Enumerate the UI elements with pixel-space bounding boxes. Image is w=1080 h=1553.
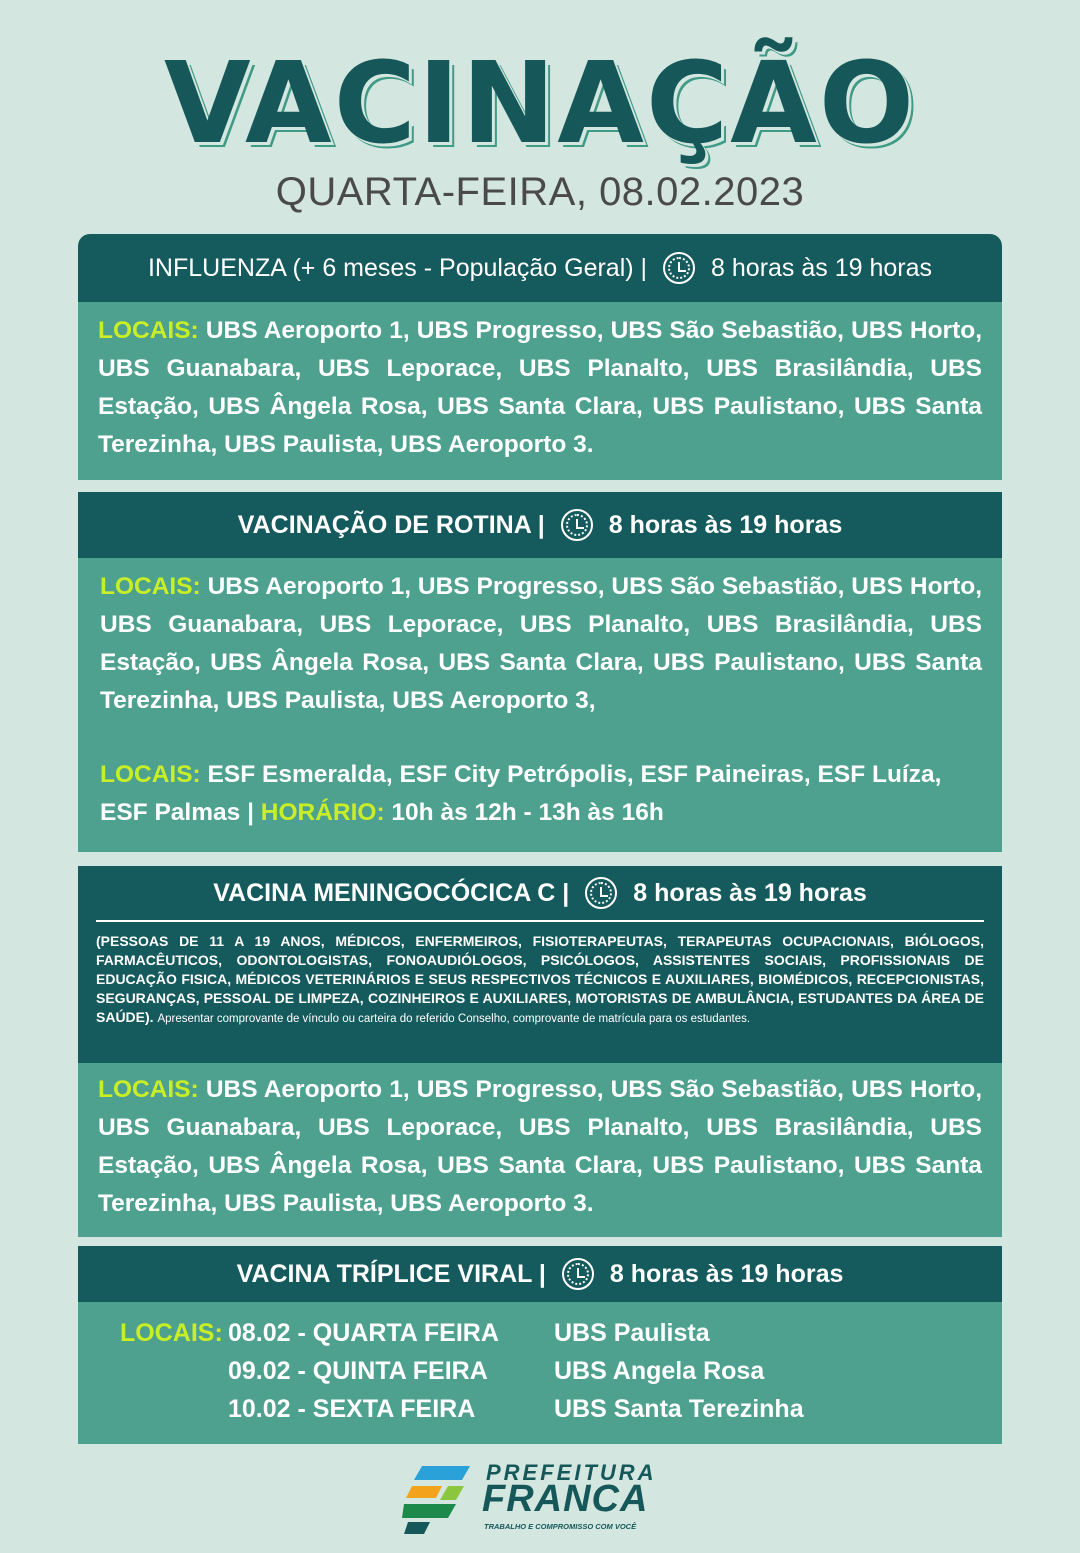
clock-icon [663,252,695,284]
rotina-locais [78,558,1002,852]
locais-label: LOCAIS: [100,761,201,788]
franca-logo-icon [400,1458,480,1538]
triplice-day: 08.02 - QUARTA FEIRA [228,1319,499,1347]
influenza-hours: 8 horas às 19 horas [711,253,933,282]
locais-label: LOCAIS: [98,1076,199,1103]
triplice-day: 09.02 - QUINTA FEIRA [228,1357,488,1385]
logo-line1: PREFEITURA [486,1460,657,1485]
meningo-title: VACINA MENINGOCÓCICA C | [213,878,570,907]
triplice-day: 10.02 - SEXTA FEIRA [228,1395,476,1423]
meningo-hours: 8 horas às 19 horas [633,878,867,907]
triplice-table [120,1314,982,1428]
triplice-locais [78,1302,1002,1444]
triplice-card [78,1246,1002,1444]
page-title: VACINAÇÃO [163,39,917,169]
clock-icon [562,1258,594,1290]
rotina-hours: 8 horas às 19 horas [608,510,843,539]
triplice-place: UBS Paulista [554,1319,710,1347]
horario-label: HORÁRIO: [260,799,385,826]
influenza-title: INFLUENZA (+ 6 meses - População Geral) | [147,253,648,282]
clock-icon [585,877,617,909]
triplice-hours: 8 horas às 19 horas [609,1259,844,1288]
locais-label: LOCAIS: [98,317,199,344]
triplice-place: UBS Santa Terezinha [554,1395,804,1423]
meningo-note-small: Apresentar comprovante de vínculo ou carteira do referido Conselho, comprovante de matrícula para os estudantes. [157,1013,751,1025]
spacer [120,1352,228,1390]
meningo-note-bold: (PESSOAS DE 11 A 19 ANOS, MÉDICOS, ENFERMEIROS, FISIOTERAPEUTAS, TERAPEUTAS OCUPACIONAIS, BIÓLOGOS, FARMACÊUTICOS, ODONTOLOGISTAS, FONOAUDIÓLOGOS, PSICÓLOGOS, ASSISTENTES SOCIAIS, PROFISSIONAIS DE EDUCAÇÃO FISICA, MÉDICOS VETERINÁRIOS E SEUS RESPECTIVOS TÉCNICOS E AUXILIARES, BIOMÉDICOS, RECEPCIONISTAS, SEGURANÇAS, PESSOAL DE LIMPEZA, COZINHEIROS E AUXILIARES, MOTORISTAS DE AMBULÂNCIA, ESTUDANTES DA ÁREA DE SAÚDE). [96,933,984,1025]
meningo-header [78,866,1002,920]
meningo-card [78,866,1002,1237]
triplice-place: UBS Angela Rosa [554,1357,765,1385]
rotina-locais-esf [100,756,982,832]
rotina-locais-ubs-text: UBS Aeroporto 1, UBS Progresso, UBS São Sebastião, UBS Horto, UBS Guanabara, UBS Leporace, UBS Planalto, UBS Brasilândia, UBS Estação, UBS Ângela Rosa, UBS Santa Clara, UBS Paulistano, UBS Santa Terezinha, UBS Paulista, UBS Aeroporto 3, [100,573,982,714]
logo-tagline: TRABALHO E COMPROMISSO COM VOCÊ [484,1522,637,1531]
rotina-title: VACINAÇÃO DE ROTINA | [237,510,545,539]
meningo-note [78,922,1002,1063]
logo-line2: FRANCA [482,1478,649,1520]
influenza-card [78,234,1002,480]
locais-label: LOCAIS: [120,1319,223,1347]
triplice-title: VACINA TRÍPLICE VIRAL | [236,1259,546,1288]
rotina-locais-esf-text: ESF Esmeralda, ESF City Petrópolis, ESF Paineiras, ESF Luíza, ESF Palmas | [100,761,942,826]
influenza-header [78,234,1002,302]
locais-label: LOCAIS: [100,573,201,600]
rotina-locais-ubs [100,568,982,720]
page-subtitle: QUARTA-FEIRA, 08.02.2023 [275,170,805,214]
rotina-card [78,492,1002,852]
triplice-header [78,1246,1002,1302]
spacer [120,1390,228,1428]
clock-icon [561,509,593,541]
prefeitura-logo [400,1458,660,1538]
meningo-locais-text: UBS Aeroporto 1, UBS Progresso, UBS São Sebastião, UBS Horto, UBS Guanabara, UBS Leporace, UBS Planalto, UBS Brasilândia, UBS Estação, UBS Ângela Rosa, UBS Santa Clara, UBS Paulistano, UBS Santa Terezinha, UBS Paulista, UBS Aeroporto 3. [98,1076,983,1217]
horario-text: 10h às 12h - 13h às 16h [391,799,664,826]
influenza-locais-text: UBS Aeroporto 1, UBS Progresso, UBS São Sebastião, UBS Horto, UBS Guanabara, UBS Leporace, UBS Planalto, UBS Brasilândia, UBS Estação, UBS Ângela Rosa, UBS Santa Clara, UBS Paulistano, UBS Santa Terezinha, UBS Paulista, UBS Aeroporto 3. [98,317,983,458]
meningo-locais [78,1063,1002,1237]
rotina-header [78,492,1002,558]
influenza-locais [78,302,1002,480]
